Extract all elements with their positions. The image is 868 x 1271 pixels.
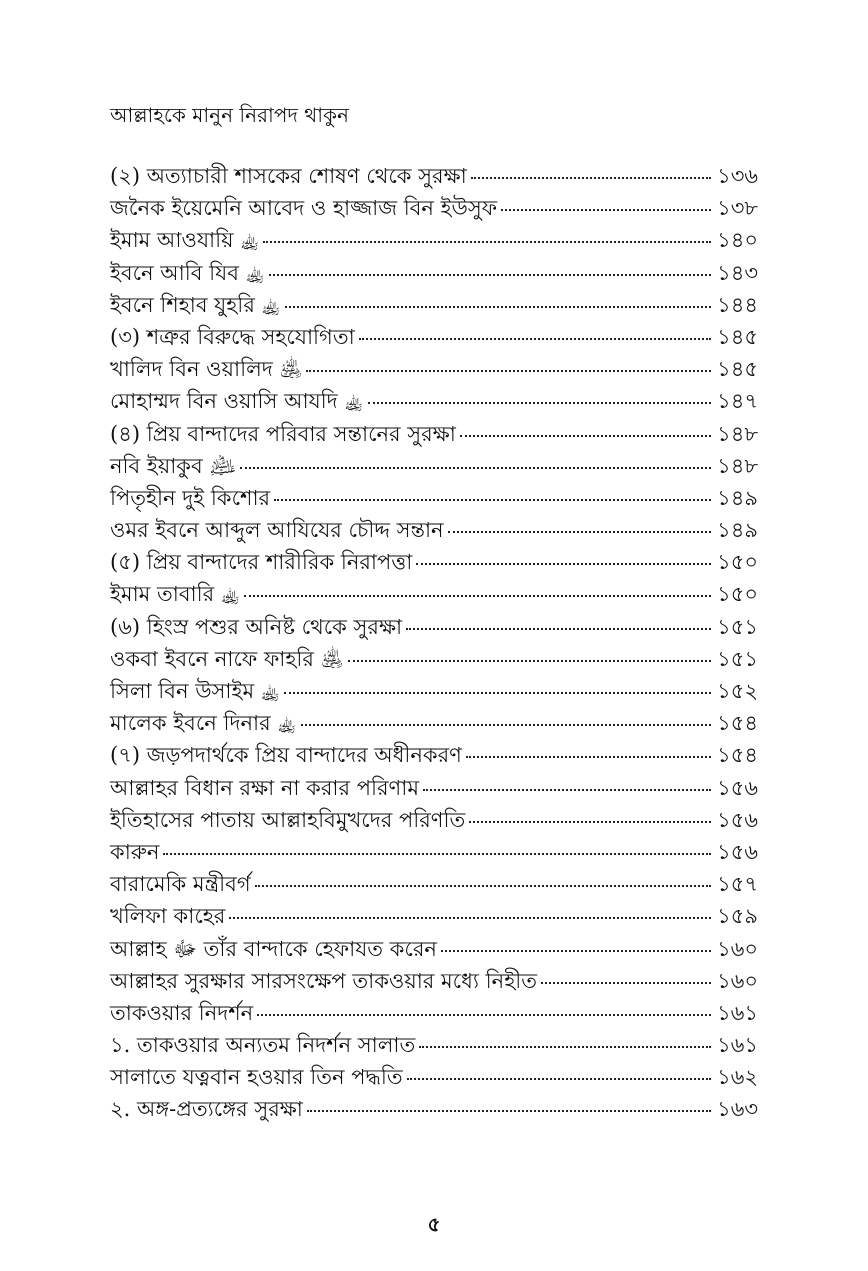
toc-entry-title: পিতৃহীন দুই কিশোর — [110, 485, 271, 510]
toc-entry-page: ১৩৮ — [717, 196, 758, 221]
toc-entry-title: (৬) হিংস্র পশুর অনিষ্ট থেকে সুরক্ষা — [110, 614, 403, 639]
toc-entry-page: ১৪৮ — [717, 421, 758, 446]
toc-entry-page: ১৫১ — [717, 646, 758, 671]
toc-entry-title: কারুন — [110, 839, 160, 864]
dot-leader — [244, 595, 711, 597]
toc-entry — [110, 192, 758, 224]
toc-entry — [110, 997, 758, 1029]
toc-entry — [110, 1029, 758, 1061]
toc-entry — [110, 965, 758, 997]
dot-leader — [269, 274, 711, 276]
toc-entry-title: ১. তাকওয়ার অন্যতম নিদর্শন সালাত — [110, 1033, 416, 1058]
toc-entry — [110, 933, 758, 965]
toc-entry — [110, 418, 758, 450]
toc-entry-page: ১৬০ — [717, 936, 758, 961]
toc-entry-title: ২. অঙ্গ-প্রত্যঙ্গের সুরক্ষা — [110, 1097, 303, 1122]
toc-entry-title: সালাতে যত্নবান হওয়ার তিন পদ্ধতি — [110, 1065, 403, 1090]
toc-entry — [110, 1093, 758, 1125]
toc-entry — [110, 836, 758, 868]
dot-leader — [407, 1078, 711, 1080]
toc-entry-page: ১৬১ — [717, 1033, 758, 1058]
toc-entry-title: খালিদ বিন ওয়ালিদ ﵁ — [110, 357, 303, 382]
dot-leader — [441, 950, 711, 952]
dot-leader — [229, 917, 711, 919]
toc-entry-page: ১৫৪ — [717, 743, 758, 768]
toc-entry-title: ইবনে আবি যিব ﵀ — [110, 260, 265, 285]
toc-entry-page: ১৪০ — [717, 228, 758, 253]
toc-entry — [110, 1061, 758, 1093]
toc-entry-page: ১৫৪ — [717, 711, 758, 736]
table-of-contents — [110, 160, 758, 1126]
toc-entry-title: আল্লাহর বিধান রক্ষা না করার পরিণাম — [110, 775, 419, 800]
toc-entry-page: ১৪৫ — [717, 324, 758, 349]
dot-leader — [448, 531, 712, 533]
dot-leader — [348, 660, 711, 662]
toc-entry-title: ইমাম আওযায়ি ﵀ — [110, 228, 260, 253]
toc-entry-title: বারামেকি মন্ত্রীবর্গ — [110, 872, 251, 897]
toc-entry-title: ইবনে শিহাব যুহরি ﵀ — [110, 292, 281, 317]
toc-entry-title: ওমর ইবনে আব্দুল আযিযের চৌদ্দ সন্তান — [110, 518, 444, 543]
toc-entry-title: তাকওয়ার নিদর্শন — [110, 1000, 254, 1025]
toc-entry — [110, 804, 758, 836]
dot-leader — [359, 338, 711, 340]
toc-entry-title: মোহাম্মদ বিন ওয়াসি আযদি ﵀ — [110, 389, 364, 414]
toc-entry — [110, 643, 758, 675]
dot-leader — [466, 756, 711, 758]
dot-leader — [307, 1110, 711, 1112]
toc-entry-title: (৫) প্রিয় বান্দাদের শারীরিক নিরাপত্তা — [110, 550, 413, 575]
dot-leader — [306, 370, 711, 372]
dot-leader — [423, 789, 711, 791]
toc-entry-title: (৩) শত্রুর বিরুদ্ধে সহযোগিতা — [110, 324, 355, 349]
toc-entry-page: ১৪৮ — [717, 453, 758, 478]
toc-entry — [110, 450, 758, 482]
toc-entry-page: ১৫০ — [717, 582, 758, 607]
toc-entry-title: আল্লাহ ﷻ তাঁর বান্দাকে হেফাযত করেন — [110, 936, 437, 961]
dot-leader — [419, 1046, 711, 1048]
toc-entry — [110, 707, 758, 739]
toc-entry-title: ইমাম তাবারি ﵀ — [110, 582, 241, 607]
toc-entry — [110, 611, 758, 643]
toc-entry-title: মালেক ইবনে দিনার ﵀ — [110, 711, 297, 736]
toc-entry-page: ১৫৭ — [717, 872, 758, 897]
toc-entry-title: সিলা বিন উসাইম ﵀ — [110, 679, 280, 703]
toc-entry-title: (২) অত্যাচারী শাসকের শোষণ থেকে সুরক্ষা — [110, 164, 467, 188]
dot-leader — [471, 177, 711, 179]
toc-entry-page: ১৫৬ — [717, 775, 758, 800]
toc-entry-title: (৪) প্রিয় বান্দাদের পরিবার সন্তানের সুরক্ষা — [110, 421, 456, 446]
dot-leader — [368, 402, 711, 404]
toc-entry-page: ১৫২ — [717, 679, 758, 703]
dot-leader — [240, 467, 711, 469]
dot-leader — [541, 982, 711, 984]
toc-entry-page: ১৫৬ — [717, 839, 758, 864]
toc-entry — [110, 482, 758, 514]
toc-entry-page: ১৪৪ — [717, 292, 758, 317]
toc-entry-page: ১৪৭ — [717, 389, 758, 414]
dot-leader — [255, 885, 711, 887]
toc-entry-page: ১৪৯ — [717, 518, 758, 543]
toc-entry-page: ১৪৯ — [717, 485, 758, 510]
toc-entry-title: আল্লাহর সুরক্ষার সারসংক্ষেপ তাকওয়ার মধ্যে নিহীত — [110, 968, 537, 993]
toc-entry-page: ১৫১ — [717, 614, 758, 639]
toc-entry — [110, 160, 758, 192]
toc-entry-title: জনৈক ইয়েমেনি আবেদ ও হাজ্জাজ বিন ইউসুফ — [110, 196, 498, 221]
toc-entry-title: খলিফা কাহের — [110, 904, 226, 929]
dot-leader — [416, 563, 711, 565]
toc-entry — [110, 257, 758, 289]
toc-entry-page: ১৬২ — [717, 1065, 758, 1090]
toc-entry — [110, 289, 758, 321]
page-number: ৫ — [427, 1212, 441, 1236]
dot-leader — [406, 628, 711, 630]
toc-entry-title: ওকবা ইবনে নাফে ফাহরি ﵁ — [110, 646, 344, 671]
toc-entry — [110, 900, 758, 932]
toc-entry-title: (৭) জড়পদার্থকে প্রিয় বান্দাদের অধীনকরণ — [110, 743, 462, 768]
dot-leader — [284, 692, 711, 694]
toc-entry — [110, 578, 758, 610]
toc-entry-page: ১৫৬ — [717, 807, 758, 832]
toc-entry — [110, 353, 758, 385]
toc-entry-page: ১৫০ — [717, 550, 758, 575]
dot-leader — [263, 241, 711, 243]
toc-entry-title: নবি ইয়াকুব ﵇ — [110, 453, 237, 478]
toc-entry — [110, 546, 758, 578]
toc-entry — [110, 224, 758, 256]
toc-entry — [110, 321, 758, 353]
toc-entry-page: ১৬১ — [717, 1000, 758, 1025]
toc-entry-page: ১৫৯ — [717, 904, 758, 929]
toc-entry-page: ১৬০ — [717, 968, 758, 993]
running-header-title: আল্লাহকে মানুন নিরাপদ থাকুন — [110, 103, 349, 127]
toc-entry — [110, 385, 758, 417]
toc-entry — [110, 739, 758, 771]
dot-leader — [301, 724, 712, 726]
toc-entry-page: ১৪৫ — [717, 357, 758, 382]
dot-leader — [163, 853, 711, 855]
dot-leader — [257, 1014, 711, 1016]
toc-entry-page: ১৩৬ — [717, 164, 758, 188]
toc-entry-title: ইতিহাসের পাতায় আল্লাহবিমুখদের পরিণতি — [110, 807, 466, 832]
toc-entry-page: ১৬৩ — [717, 1097, 758, 1122]
toc-entry — [110, 772, 758, 804]
dot-leader — [501, 209, 711, 211]
dot-leader — [460, 435, 711, 437]
toc-entry — [110, 868, 758, 900]
toc-entry — [110, 514, 758, 546]
dot-leader — [469, 821, 711, 823]
toc-entry — [110, 675, 758, 707]
dot-leader — [274, 499, 711, 501]
toc-entry-page: ১৪৩ — [717, 260, 758, 285]
dot-leader — [285, 306, 711, 308]
